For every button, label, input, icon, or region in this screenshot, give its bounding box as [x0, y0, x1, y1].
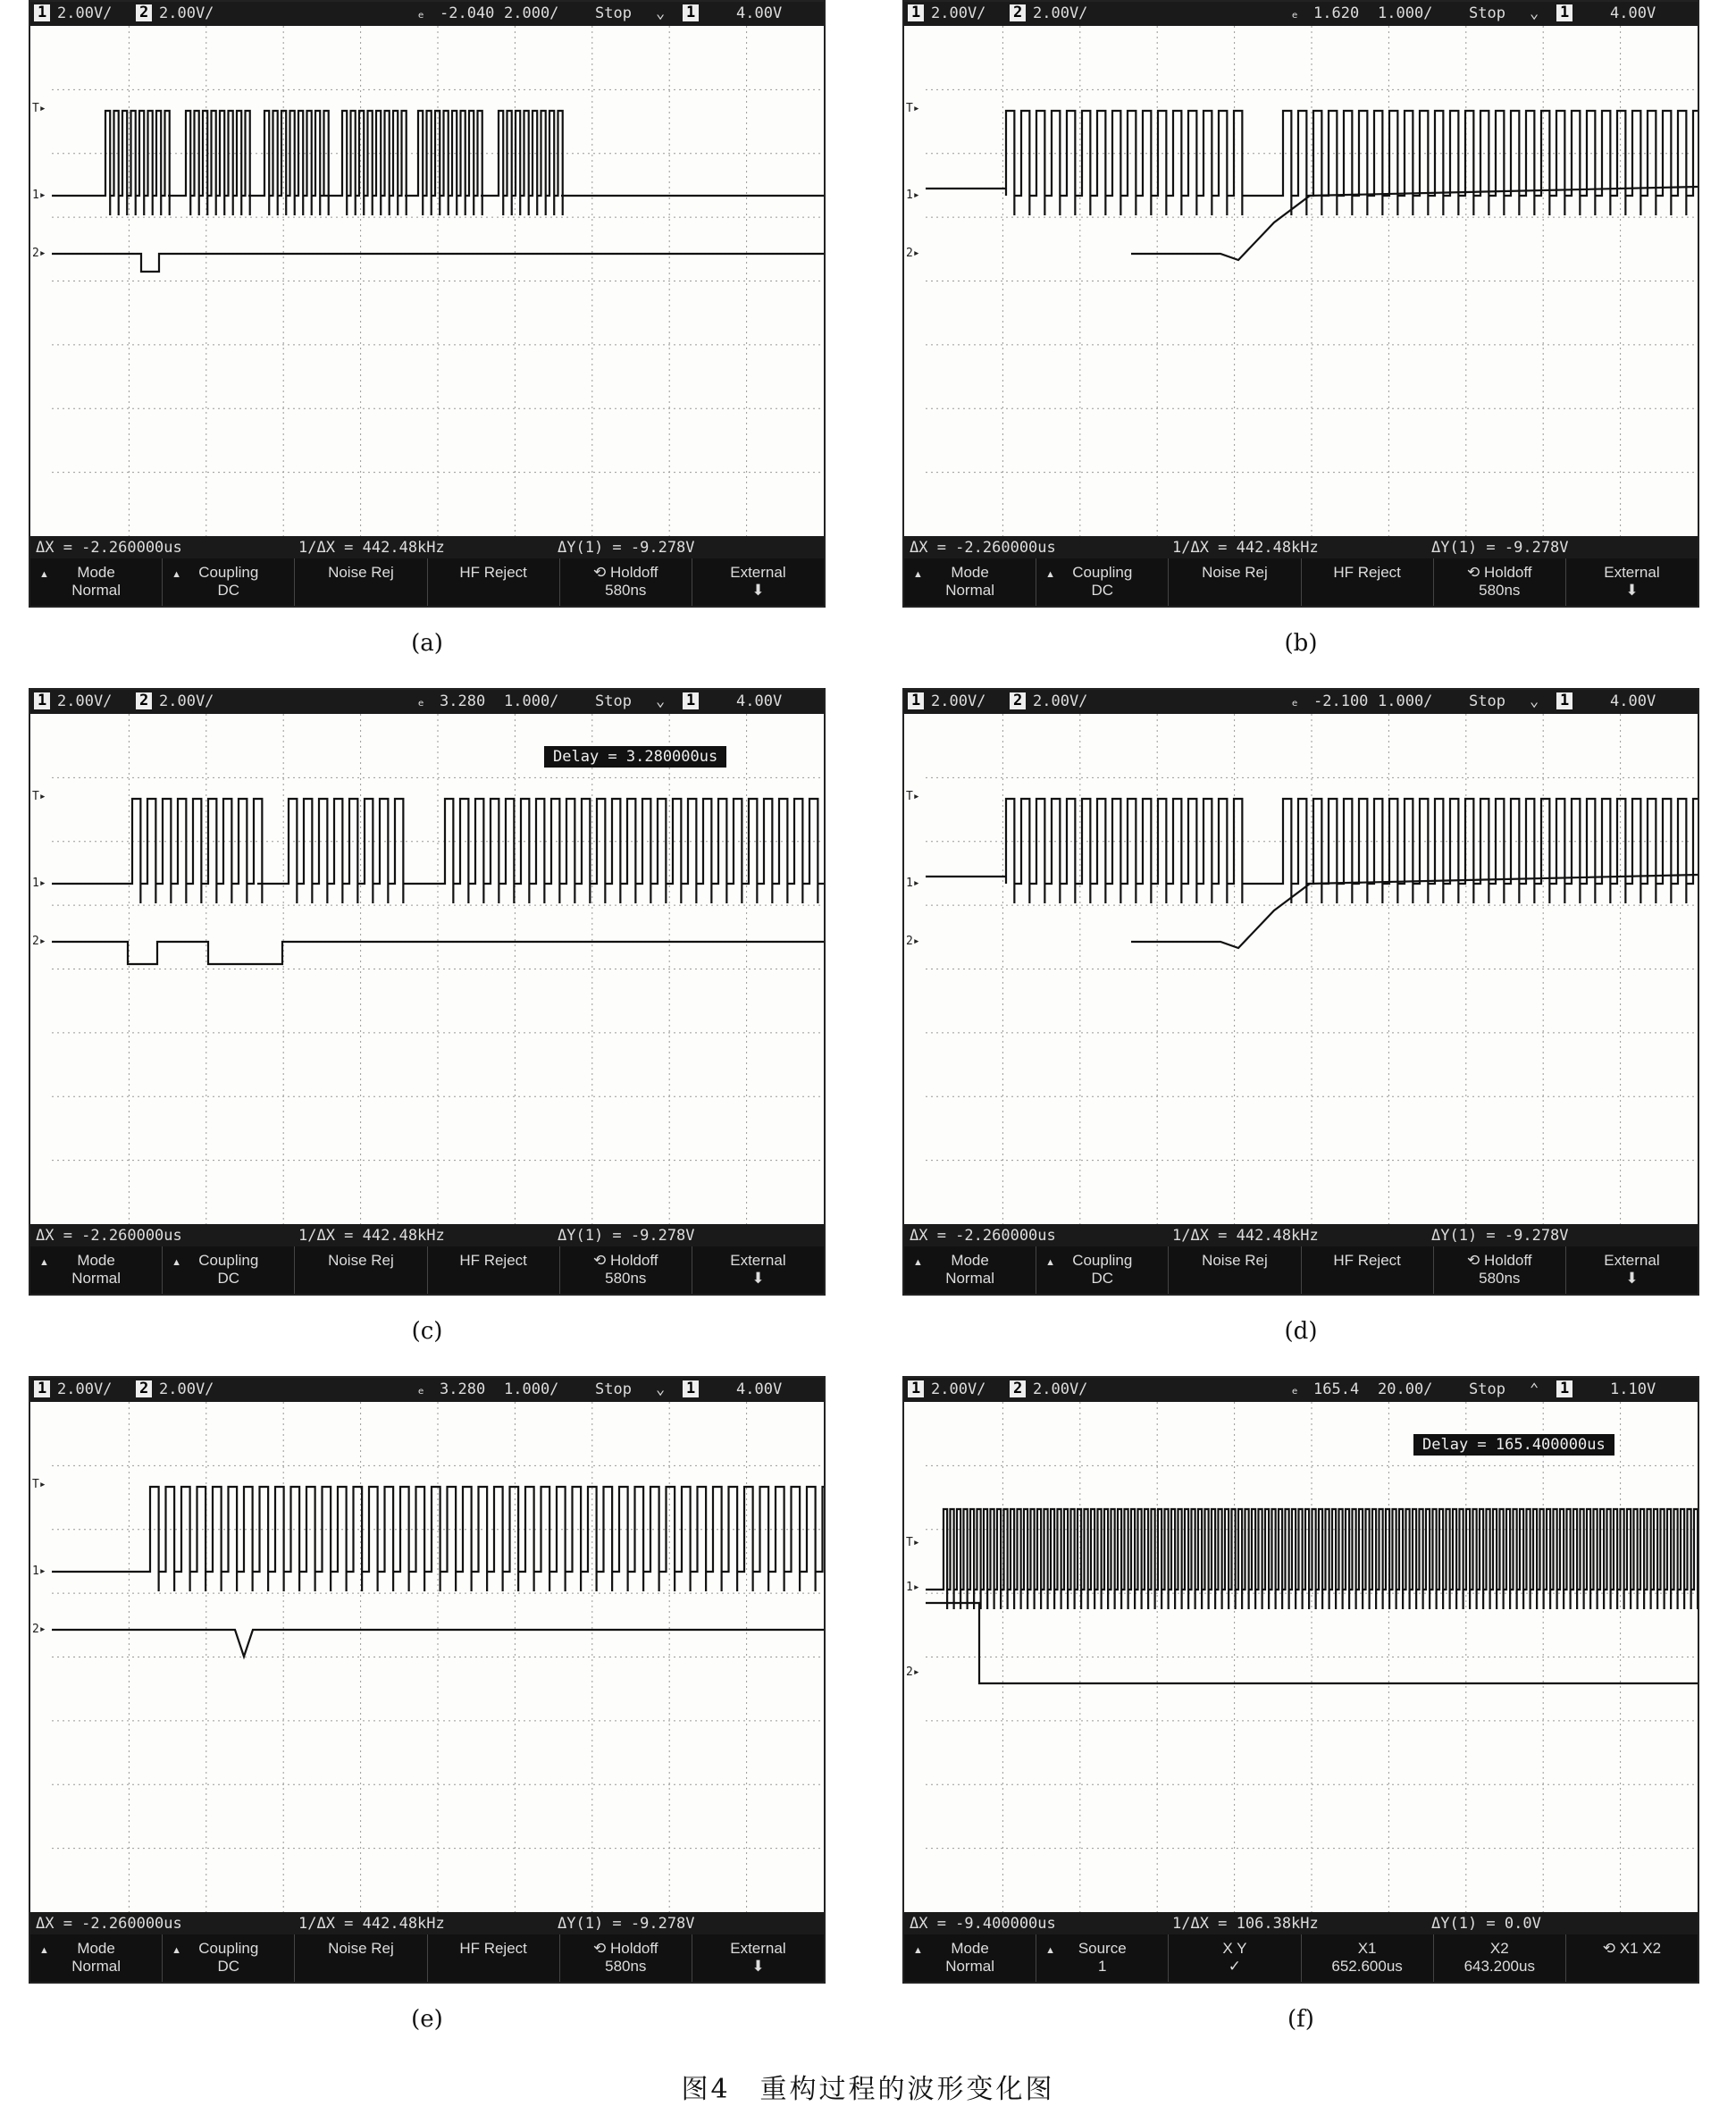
up-arrow-icon: ▲ [1045, 1257, 1056, 1268]
softkey-2[interactable] [1036, 558, 1168, 608]
softkey-value: 580ns [1479, 582, 1521, 599]
softkey-3[interactable] [1168, 558, 1300, 608]
status-bar [30, 2, 824, 26]
trigger-source-badge: 1 [683, 1380, 699, 1397]
softkey-value: DC [217, 582, 240, 599]
trigger-position-icon: ₑ [1290, 1380, 1300, 1398]
delta-y-readout: ΔY(1) = -9.278V [558, 539, 695, 557]
trigger-slope-icon: ⌄ [656, 692, 666, 710]
run-state: Stop [1469, 4, 1505, 22]
softkey-6[interactable] [692, 1934, 824, 1984]
channel-1-badge[interactable]: 1 [908, 1380, 924, 1397]
waveform-svg [926, 714, 1698, 1224]
trigger-slope-icon: ⌄ [656, 4, 666, 22]
scope-panel-d [902, 688, 1699, 1345]
measurement-bar [30, 1912, 824, 1934]
softkey-label: Coupling [198, 1940, 259, 1957]
softkey-label: ⟲ Holdoff [1467, 1252, 1532, 1269]
softkey-label: ⟲ Holdoff [593, 1940, 658, 1957]
time-delay: 165.4 [1313, 1380, 1360, 1398]
softkey-2[interactable] [1036, 1934, 1168, 1984]
softkey-3[interactable] [294, 1246, 426, 1296]
softkey-6[interactable] [692, 558, 824, 608]
channel-2-badge[interactable]: 2 [136, 4, 152, 21]
softkey-label: Coupling [198, 1252, 259, 1269]
ch2-ground-marker: 2▸ [32, 935, 46, 948]
softkey-6[interactable] [1565, 1934, 1698, 1984]
measurement-bar [30, 1224, 824, 1246]
channel-1-trace [926, 111, 1698, 215]
inverse-delta-x-readout: 1/ΔX = 442.48kHz [1172, 1227, 1319, 1245]
channel-1-trace [926, 799, 1698, 903]
trigger-level: 4.00V [1610, 692, 1656, 710]
softkey-label: Mode [77, 1940, 115, 1957]
delay-readout: Delay = 165.400000us [1413, 1434, 1614, 1456]
run-state: Stop [595, 692, 632, 710]
up-arrow-icon: ▲ [913, 1257, 923, 1268]
trigger-source-badge: 1 [683, 692, 699, 709]
inverse-delta-x-readout: 1/ΔX = 442.48kHz [1172, 539, 1319, 557]
softkey-label: Mode [77, 1252, 115, 1269]
softkey-label: External [730, 564, 786, 581]
time-delay: -2.040 [440, 4, 495, 22]
trigger-level-marker: T▸ [32, 1478, 46, 1491]
up-arrow-icon: ▲ [172, 1257, 182, 1268]
waveform-svg [926, 1402, 1698, 1912]
softkey-2[interactable] [1036, 1246, 1168, 1296]
softkey-3[interactable] [294, 558, 426, 608]
scope-panel-c [29, 688, 826, 1345]
softkey-bar [30, 1246, 824, 1296]
ch2-ground-marker: 2▸ [906, 1666, 920, 1679]
softkey-value: DC [217, 1958, 240, 1975]
softkey-1[interactable] [30, 1246, 162, 1296]
softkey-value: ✓ [1228, 1958, 1242, 1975]
timebase: 1.000/ [1378, 4, 1433, 22]
timebase: 1.000/ [1378, 692, 1433, 710]
softkey-2[interactable] [162, 1934, 294, 1984]
softkey-3[interactable] [294, 1934, 426, 1984]
trigger-slope-icon: ⌄ [1530, 4, 1539, 22]
channel-2-scale: 2.00V/ [159, 1380, 214, 1398]
softkey-4[interactable] [427, 1934, 559, 1984]
channel-2-badge[interactable]: 2 [1010, 692, 1026, 709]
trigger-position-icon: ₑ [416, 4, 426, 22]
channel-2-scale: 2.00V/ [1033, 4, 1088, 22]
trigger-level-marker: T▸ [906, 1536, 920, 1549]
time-delay: 3.280 [440, 692, 486, 710]
inverse-delta-x-readout: 1/ΔX = 106.38kHz [1172, 1915, 1319, 1933]
status-bar [904, 690, 1698, 714]
softkey-label: Coupling [1072, 1252, 1133, 1269]
softkey-value: DC [1091, 1270, 1114, 1287]
softkey-4[interactable] [1301, 1934, 1433, 1984]
softkey-1[interactable] [904, 558, 1036, 608]
softkey-5[interactable] [1433, 558, 1565, 608]
up-arrow-icon: ▲ [913, 1945, 923, 1956]
panel-label: (d) [1284, 1318, 1318, 1345]
panel-label: (c) [411, 1318, 443, 1345]
run-state: Stop [595, 4, 632, 22]
ch1-ground-marker: 1▸ [906, 877, 920, 890]
status-bar [30, 1378, 824, 1402]
softkey-value: 580ns [605, 582, 647, 599]
channel-2-trace [1131, 875, 1698, 948]
channel-1-scale: 2.00V/ [931, 4, 986, 22]
panel-label: (b) [1284, 630, 1318, 657]
trigger-level-marker: T▸ [906, 102, 920, 115]
ch2-ground-marker: 2▸ [32, 247, 46, 260]
figure-caption: 图4 重构过程的波形变化图 [681, 2074, 1055, 2105]
softkey-value: DC [1091, 582, 1114, 599]
ch2-ground-marker: 2▸ [32, 1623, 46, 1636]
trigger-level-marker: T▸ [32, 102, 46, 115]
softkey-1[interactable] [30, 558, 162, 608]
waveform-area [926, 714, 1698, 1224]
status-bar [904, 2, 1698, 26]
inverse-delta-x-readout: 1/ΔX = 442.48kHz [298, 539, 445, 557]
delay-readout: Delay = 3.280000us [544, 746, 726, 768]
trigger-slope-icon: ⌃ [1530, 1380, 1539, 1398]
softkey-value: 652.600us [1331, 1958, 1403, 1975]
trigger-source-badge: 1 [1556, 4, 1572, 21]
up-arrow-icon: ▲ [1045, 1945, 1056, 1956]
softkey-label: External [730, 1940, 786, 1957]
softkey-value: Normal [71, 1958, 121, 1975]
trigger-level: 4.00V [1610, 4, 1656, 22]
softkey-label: ⟲ Holdoff [593, 1252, 658, 1269]
time-delay: 3.280 [440, 1380, 486, 1398]
oscilloscope-screen [29, 0, 826, 608]
delta-y-readout: ΔY(1) = -9.278V [558, 1227, 695, 1245]
up-arrow-icon: ▲ [172, 569, 182, 580]
scope-panel-e [29, 1376, 826, 2033]
softkey-label: X1 [1357, 1940, 1377, 1957]
channel-1-trace [52, 799, 824, 903]
softkey-label: External [730, 1252, 786, 1269]
softkey-value: ⬇ [1625, 1270, 1639, 1287]
softkey-label: X2 [1489, 1940, 1509, 1957]
channel-1-trace [926, 1509, 1698, 1609]
waveform-area [52, 1402, 824, 1912]
trigger-level-marker: T▸ [906, 790, 920, 803]
channel-2-scale: 2.00V/ [159, 4, 214, 22]
softkey-label: Mode [77, 564, 115, 581]
softkey-value: Normal [945, 1270, 994, 1287]
up-arrow-icon: ▲ [913, 569, 923, 580]
up-arrow-icon: ▲ [1045, 569, 1056, 580]
trigger-level: 4.00V [736, 4, 783, 22]
delta-x-readout: ΔX = -2.260000us [36, 1915, 182, 1933]
up-arrow-icon: ▲ [172, 1945, 182, 1956]
trigger-position-icon: ₑ [1290, 692, 1300, 710]
delta-y-readout: ΔY(1) = -9.278V [558, 1915, 695, 1933]
softkey-label: X Y [1222, 1940, 1247, 1957]
delta-x-readout: ΔX = -2.260000us [910, 539, 1056, 557]
channel-2-scale: 2.00V/ [1033, 1380, 1088, 1398]
softkey-label: Noise Rej [328, 1252, 394, 1269]
softkey-value: Normal [945, 1958, 994, 1975]
softkey-6[interactable] [1565, 1246, 1698, 1296]
softkey-label: HF Reject [459, 1940, 527, 1957]
channel-1-scale: 2.00V/ [57, 4, 113, 22]
softkey-bar [904, 1246, 1698, 1296]
softkey-2[interactable] [162, 1246, 294, 1296]
softkey-label: Mode [951, 564, 989, 581]
delta-x-readout: ΔX = -2.260000us [36, 1227, 182, 1245]
channel-1-badge[interactable]: 1 [908, 692, 924, 709]
trigger-source-badge: 1 [683, 4, 699, 21]
softkey-label: External [1604, 564, 1660, 581]
delta-x-readout: ΔX = -2.260000us [910, 1227, 1056, 1245]
channel-2-scale: 2.00V/ [159, 692, 214, 710]
softkey-label: Noise Rej [1202, 564, 1268, 581]
timebase: 1.000/ [504, 692, 559, 710]
softkey-label: ⟲ Holdoff [1467, 564, 1532, 581]
measurement-bar [30, 536, 824, 558]
softkey-value: 580ns [605, 1958, 647, 1975]
channel-1-badge[interactable]: 1 [34, 692, 50, 709]
softkey-value: ⬇ [1625, 582, 1639, 599]
waveform-area [926, 26, 1698, 536]
channel-2-badge[interactable]: 2 [136, 1380, 152, 1397]
softkey-bar [904, 558, 1698, 608]
oscilloscope-screen [902, 0, 1699, 608]
softkey-label: Mode [951, 1252, 989, 1269]
softkey-value: ⬇ [751, 1270, 765, 1287]
channel-1-badge[interactable]: 1 [908, 4, 924, 21]
softkey-6[interactable] [692, 1246, 824, 1296]
time-delay: 1.620 [1313, 4, 1360, 22]
trigger-source-badge: 1 [1556, 1380, 1572, 1397]
channel-1-scale: 2.00V/ [931, 1380, 986, 1398]
channel-1-scale: 2.00V/ [57, 692, 113, 710]
up-arrow-icon: ▲ [39, 569, 49, 580]
delta-y-readout: ΔY(1) = 0.0V [1431, 1915, 1541, 1933]
softkey-4[interactable] [1301, 558, 1433, 608]
softkey-4[interactable] [427, 558, 559, 608]
channel-1-badge[interactable]: 1 [34, 1380, 50, 1397]
waveform-svg [52, 1402, 824, 1912]
softkey-value: Normal [945, 582, 994, 599]
trigger-position-icon: ₑ [416, 692, 426, 710]
run-state: Stop [1469, 1380, 1505, 1398]
trigger-level: 4.00V [736, 692, 783, 710]
softkey-5[interactable] [559, 558, 692, 608]
channel-2-badge[interactable]: 2 [1010, 1380, 1026, 1397]
softkey-label: HF Reject [1333, 1252, 1401, 1269]
timebase: 1.000/ [504, 1380, 559, 1398]
measurement-bar [904, 536, 1698, 558]
softkey-5[interactable] [1433, 1246, 1565, 1296]
timebase: 2.000/ [504, 4, 559, 22]
softkey-3[interactable] [1168, 1246, 1300, 1296]
channel-1-scale: 2.00V/ [57, 1380, 113, 1398]
softkey-value: ⬇ [751, 1958, 765, 1975]
softkey-4[interactable] [1301, 1246, 1433, 1296]
inverse-delta-x-readout: 1/ΔX = 442.48kHz [298, 1227, 445, 1245]
delta-y-readout: ΔY(1) = -9.278V [1431, 539, 1569, 557]
softkey-label: Coupling [1072, 564, 1133, 581]
softkey-1[interactable] [904, 1246, 1036, 1296]
softkey-label: Coupling [198, 564, 259, 581]
run-state: Stop [1469, 692, 1505, 710]
softkey-value: 580ns [1479, 1270, 1521, 1287]
waveform-area [52, 714, 824, 1224]
ch1-ground-marker: 1▸ [906, 189, 920, 202]
channel-2-trace [1131, 187, 1698, 260]
waveform-svg [52, 26, 824, 536]
trigger-level: 4.00V [736, 1380, 783, 1398]
ch1-ground-marker: 1▸ [906, 1581, 920, 1594]
softkey-label: HF Reject [459, 564, 527, 581]
measurement-bar [904, 1912, 1698, 1934]
oscilloscope-screen [902, 688, 1699, 1296]
panel-label: (f) [1287, 2006, 1314, 2033]
up-arrow-icon: ▲ [39, 1945, 49, 1956]
trigger-slope-icon: ⌄ [656, 1380, 666, 1398]
waveform-area [926, 1402, 1698, 1912]
softkey-3[interactable] [1168, 1934, 1300, 1984]
softkey-label: Noise Rej [328, 1940, 394, 1957]
delta-y-readout: ΔY(1) = -9.278V [1431, 1227, 1569, 1245]
waveform-area [52, 26, 824, 536]
channel-2-scale: 2.00V/ [1033, 692, 1088, 710]
softkey-label: HF Reject [459, 1252, 527, 1269]
channel-1-trace [52, 1487, 824, 1591]
softkey-6[interactable] [1565, 558, 1698, 608]
ch1-ground-marker: 1▸ [32, 877, 46, 890]
softkey-value: DC [217, 1270, 240, 1287]
oscilloscope-screen [29, 688, 826, 1296]
softkey-1[interactable] [30, 1934, 162, 1984]
scope-panel-b [902, 0, 1699, 657]
scope-panel-a [29, 0, 826, 657]
softkey-label: ⟲ Holdoff [593, 564, 658, 581]
inverse-delta-x-readout: 1/ΔX = 442.48kHz [298, 1915, 445, 1933]
measurement-bar [904, 1224, 1698, 1246]
softkey-5[interactable] [559, 1934, 692, 1984]
softkey-value: 643.200us [1463, 1958, 1535, 1975]
softkey-label: Source [1078, 1940, 1127, 1957]
softkey-value: Normal [71, 1270, 121, 1287]
panel-label: (a) [411, 630, 443, 657]
run-state: Stop [595, 1380, 632, 1398]
oscilloscope-screen [29, 1376, 826, 1984]
ch1-ground-marker: 1▸ [32, 189, 46, 202]
ch2-ground-marker: 2▸ [906, 935, 920, 948]
trigger-level-marker: T▸ [32, 790, 46, 803]
softkey-5[interactable] [559, 1246, 692, 1296]
channel-1-badge[interactable]: 1 [34, 4, 50, 21]
trigger-level: 1.10V [1610, 1380, 1656, 1398]
status-bar [904, 1378, 1698, 1402]
channel-2-badge[interactable]: 2 [1010, 4, 1026, 21]
channel-1-scale: 2.00V/ [931, 692, 986, 710]
softkey-bar [904, 1934, 1698, 1984]
delta-x-readout: ΔX = -9.400000us [910, 1915, 1056, 1933]
status-bar [30, 690, 824, 714]
softkey-label: Noise Rej [328, 564, 394, 581]
scope-panel-f [902, 1376, 1699, 2033]
softkey-5[interactable] [1433, 1934, 1565, 1984]
waveform-svg [52, 714, 824, 1224]
trigger-position-icon: ₑ [416, 1380, 426, 1398]
softkey-bar [30, 1934, 824, 1984]
softkey-4[interactable] [427, 1246, 559, 1296]
time-delay: -2.100 [1313, 692, 1369, 710]
trigger-slope-icon: ⌄ [1530, 692, 1539, 710]
softkey-1[interactable] [904, 1934, 1036, 1984]
ch2-ground-marker: 2▸ [906, 247, 920, 260]
delta-x-readout: ΔX = -2.260000us [36, 539, 182, 557]
channel-2-badge[interactable]: 2 [136, 692, 152, 709]
softkey-label: Noise Rej [1202, 1252, 1268, 1269]
softkey-label: External [1604, 1252, 1660, 1269]
softkey-2[interactable] [162, 558, 294, 608]
softkey-label: Mode [951, 1940, 989, 1957]
oscilloscope-screen [902, 1376, 1699, 1984]
softkey-value: 1 [1098, 1958, 1107, 1975]
trigger-source-badge: 1 [1556, 692, 1572, 709]
softkey-value: 580ns [605, 1270, 647, 1287]
softkey-value: Normal [71, 582, 121, 599]
ch1-ground-marker: 1▸ [32, 1565, 46, 1578]
softkey-label: ⟲ X1 X2 [1602, 1940, 1662, 1957]
softkey-value: ⬇ [751, 582, 765, 599]
up-arrow-icon: ▲ [39, 1257, 49, 1268]
waveform-svg [926, 26, 1698, 536]
channel-1-trace [52, 111, 824, 215]
panel-label: (e) [411, 2006, 443, 2033]
softkey-label: HF Reject [1333, 564, 1401, 581]
trigger-position-icon: ₑ [1290, 4, 1300, 22]
softkey-bar [30, 558, 824, 608]
timebase: 20.00/ [1378, 1380, 1433, 1398]
